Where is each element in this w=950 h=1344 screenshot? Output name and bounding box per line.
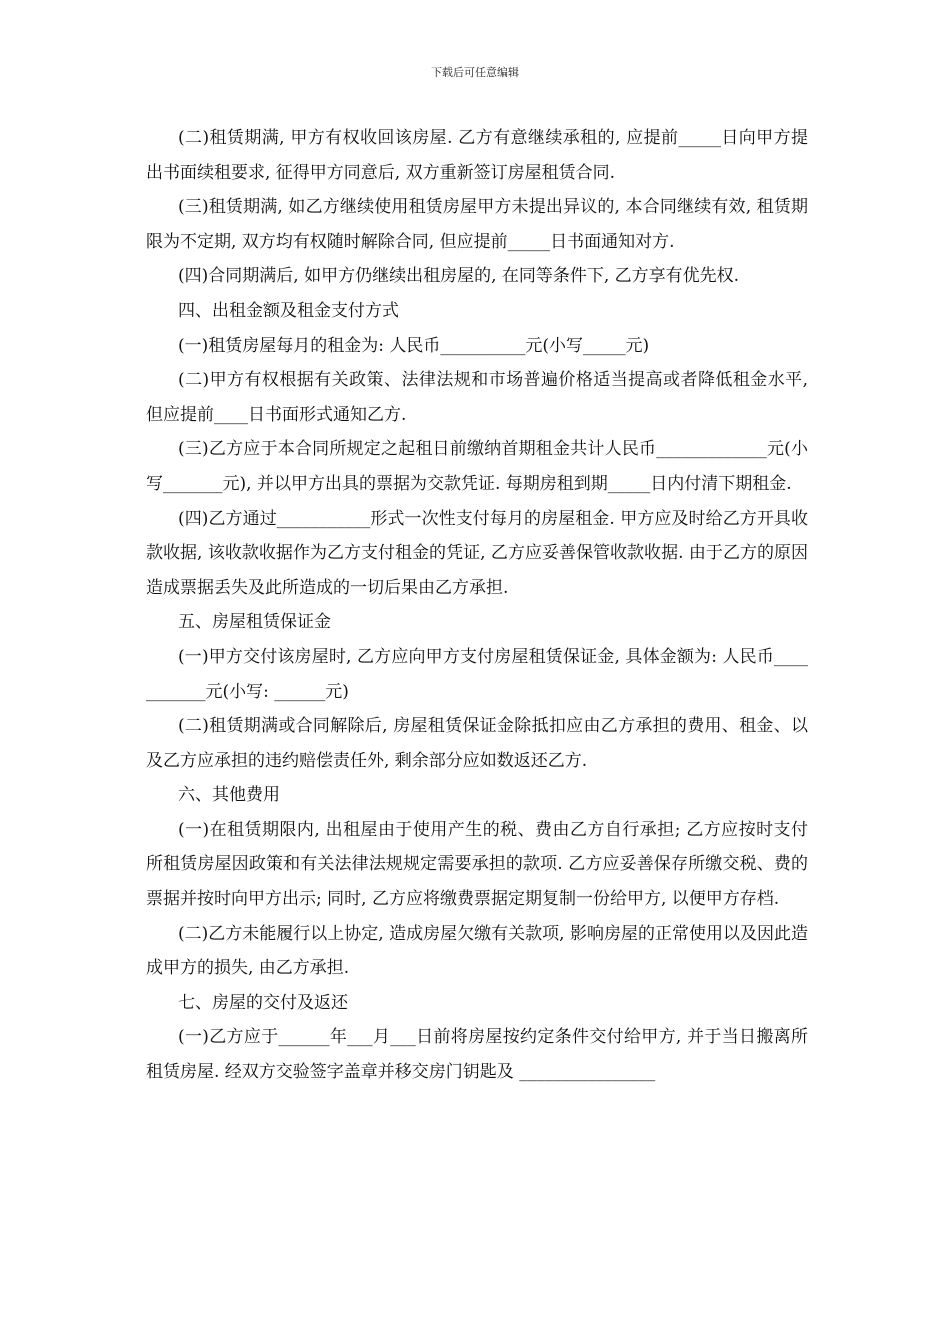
clause-4-4-payment-method: (四)乙方通过___________形式一次性支付每月的房屋租金. 甲方应及时给乙方开具收款收据, 该收款收据作为乙方支付租金的凭证, 乙方应妥善保管收款收据. 由于乙方的原因造成票据丢失及此所造成的一切后果由乙方承担.	[146, 508, 808, 598]
page-header-note: 下载后可任意编辑	[431, 66, 519, 79]
section-6-heading: 六、其他费用	[178, 785, 280, 806]
clause-5-1-deposit-amount: (一)甲方交付该房屋时, 乙方应向甲方支付房屋租赁保证金, 具体金额为: 人民币___________元(小写: ______元)	[146, 646, 808, 702]
clause-2-3-indefinite-term: (三)租赁期满, 如乙方继续使用租赁房屋甲方未提出异议的, 本合同继续有效, 租赁期限为不定期, 双方均有权随时解除合同, 但应提前_____日书面通知对方.	[146, 197, 808, 252]
clause-2-4-priority-right: (四)合同期满后, 如甲方仍继续出租房屋的, 在同等条件下, 乙方享有优先权.	[178, 266, 740, 287]
section-4-heading: 四、出租金额及租金支付方式	[178, 300, 399, 321]
clause-4-3-first-payment: (三)乙方应于本合同所规定之起租日前缴纳首期租金共计人民币_____________元(小写_______元), 并以甲方出具的票据为交款凭证. 每期房租到期_____日内付清下期租金.	[146, 439, 808, 494]
section-5-heading: 五、房屋租赁保证金	[178, 612, 331, 633]
clause-2-2-renewal: (二)租赁期满, 甲方有权收回该房屋. 乙方有意继续承租的, 应提前_____日向甲方提出书面续租要求, 征得甲方同意后, 双方重新签订房屋租赁合同.	[146, 128, 808, 183]
document-body	[146, 121, 814, 1090]
clause-7-1-handover: (一)乙方应于______年___月___日前将房屋按约定条件交付给甲方, 并于当日搬离所租赁房屋. 经双方交验签字盖章并移交房门钥匙及 ________________	[146, 1027, 808, 1083]
section-7-heading: 七、房屋的交付及返还	[178, 992, 348, 1013]
clause-6-2-liability: (二)乙方未能履行以上协定, 造成房屋欠缴有关款项, 影响房屋的正常使用以及因此造成甲方的损失, 由乙方承担.	[146, 923, 808, 979]
clause-4-1-monthly-rent: (一)租赁房屋每月的租金为: 人民币__________元(小写_____元)	[178, 335, 650, 356]
clause-4-2-rent-adjustment: (二)甲方有权根据有关政策、法律法规和市场普遍价格适当提高或者降低租金水平, 但应提前____日书面形式通知乙方.	[146, 370, 814, 425]
clause-5-2-deposit-return: (二)租赁期满或合同解除后, 房屋租赁保证金除抵扣应由乙方承担的费用、租金、以及乙方应承担的违约赔偿责任外, 剩余部分应如数返还乙方.	[146, 716, 808, 771]
clause-6-1-taxes-fees: (一)在租赁期限内, 出租屋由于使用产生的税、费由乙方自行承担; 乙方应按时支付所租赁房屋因政策和有关法律法规规定需要承担的款项. 乙方应妥善保存所缴交税、费的票据并按时向甲方出示; 同时, 乙方应将缴费票据定期复制一份给甲方, 以便甲方存档.	[146, 819, 808, 910]
